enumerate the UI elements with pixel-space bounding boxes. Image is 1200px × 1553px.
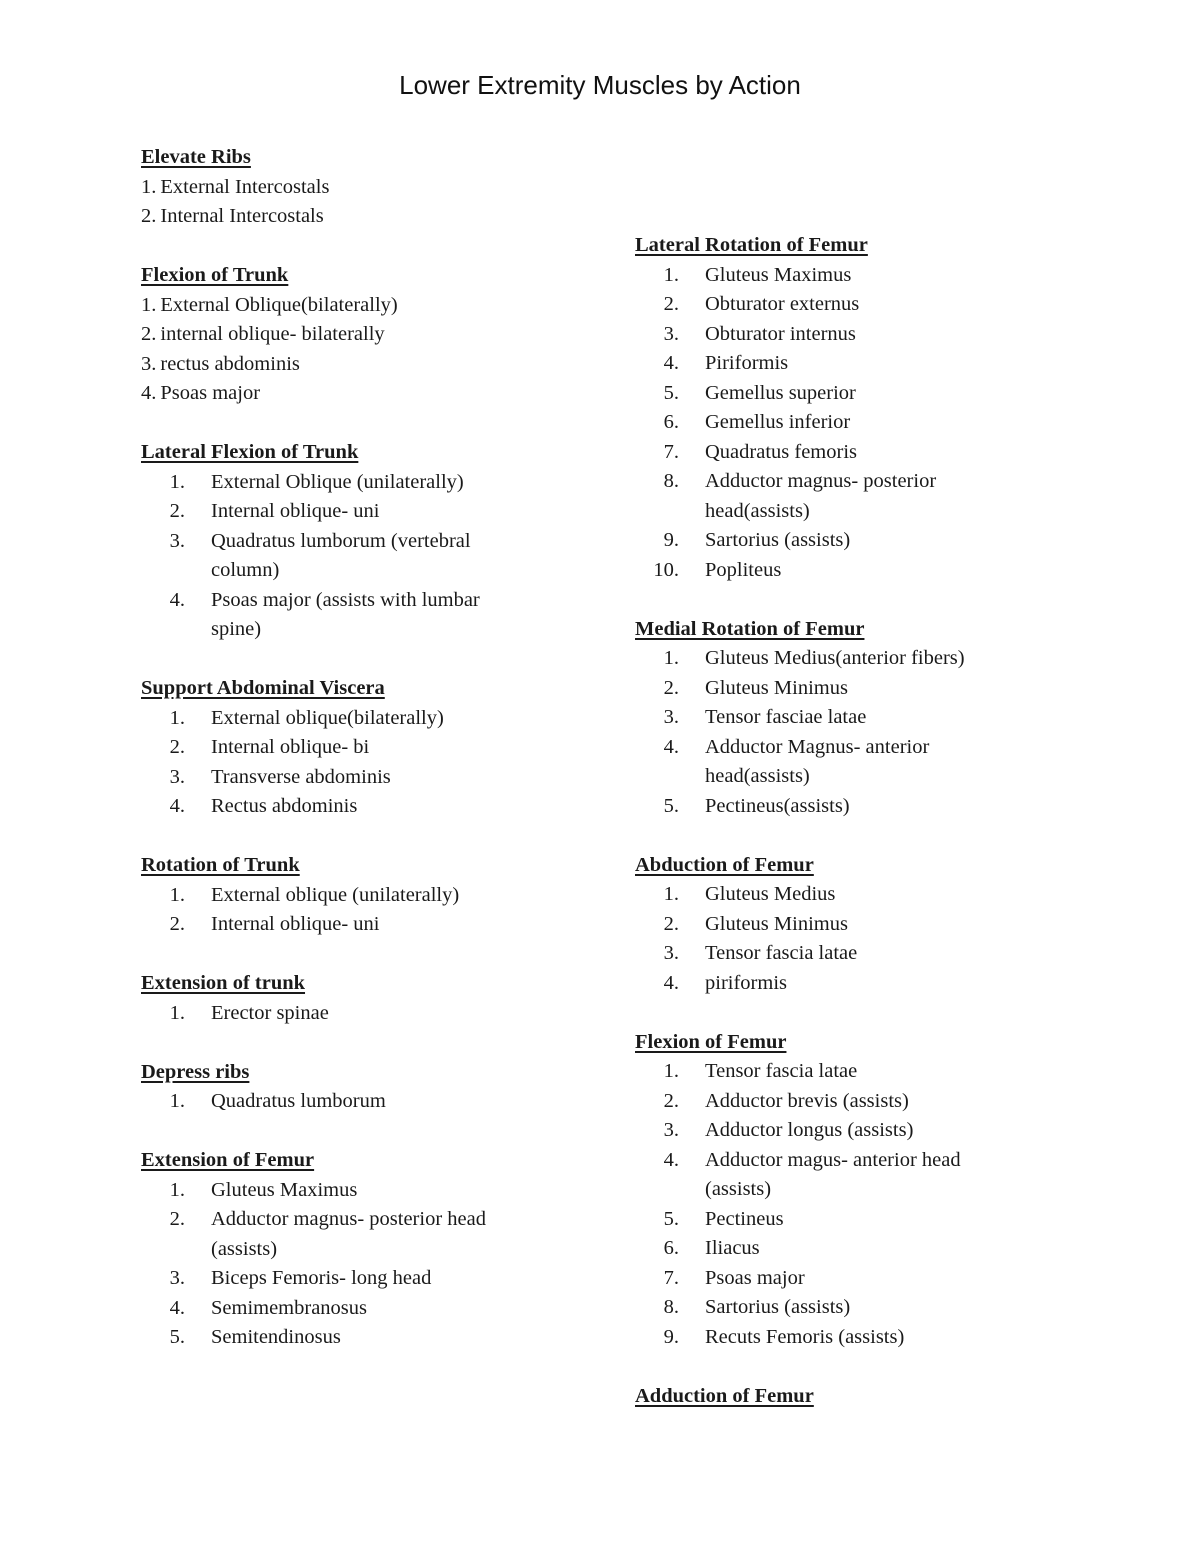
list-item-number: 3. xyxy=(663,322,679,345)
list-item-number: 4. xyxy=(663,971,679,994)
list-item-text: head(assists) xyxy=(705,499,810,522)
section-support-abdominal-viscera xyxy=(141,674,561,822)
list-item-number: 2. xyxy=(169,500,185,522)
list-item xyxy=(141,1176,561,1206)
section-extension-of-femur xyxy=(141,1146,561,1353)
list-item xyxy=(141,999,561,1029)
list-item xyxy=(635,1293,1055,1323)
list-item-number: 2. xyxy=(169,913,185,935)
list-item-text: Pectineus xyxy=(705,1207,784,1230)
list-item-number: 8. xyxy=(663,1296,679,1318)
list-item-number: 3. xyxy=(663,706,679,728)
list-item-text: rectus abdominis xyxy=(160,352,300,375)
list-item-text: Obturator externus xyxy=(705,293,860,315)
list-item xyxy=(141,527,561,586)
list-item-number: 9. xyxy=(663,1325,679,1348)
list-item-text: Internal oblique- uni xyxy=(211,500,380,522)
section-heading: Elevate Ribs xyxy=(141,146,251,168)
list-item xyxy=(635,379,1055,409)
list-item-number: 1. xyxy=(663,263,679,286)
list-item xyxy=(141,379,561,409)
section-abduction-of-femur xyxy=(635,851,1055,999)
list-item-text: Tensor fasciae latae xyxy=(705,706,867,728)
list-item-number: 10. xyxy=(653,558,679,581)
list-item xyxy=(635,1146,1055,1205)
list-item-text: Piriformis xyxy=(705,352,789,374)
section-heading: Support Abdominal Viscera xyxy=(141,677,385,699)
section-flexion-of-trunk xyxy=(141,261,561,409)
section-lateral-rotation-of-femur xyxy=(635,231,1055,585)
list-item xyxy=(635,733,1055,792)
list-item-text: Erector spinae xyxy=(211,1001,329,1024)
list-item-number: 7. xyxy=(663,1266,679,1289)
list-item-text: Gluteus Minimus xyxy=(705,912,848,935)
list-item-number: 1. xyxy=(663,883,679,905)
list-item-text: head(assists) xyxy=(705,765,810,787)
list-item-number: 1. xyxy=(663,647,679,669)
list-item-text: Adductor longus (assists) xyxy=(705,1119,914,1141)
list-item-text: (assists) xyxy=(211,1237,278,1260)
list-item xyxy=(141,763,561,793)
list-item xyxy=(141,468,561,498)
list-item xyxy=(635,703,1055,733)
list-item-number: 8. xyxy=(663,470,679,492)
list-item xyxy=(141,733,561,763)
list-item-text: Psoas major (assists with lumbar xyxy=(211,588,480,611)
section-heading: Abduction of Femur xyxy=(635,853,814,876)
section-adduction-of-femur xyxy=(635,1382,1055,1412)
list-item-number: 3. xyxy=(169,1267,185,1289)
list-item xyxy=(141,704,561,734)
list-item-number: 1. xyxy=(169,1001,185,1024)
list-item-text: External Oblique(bilaterally) xyxy=(160,293,398,316)
section-heading: Flexion of Trunk xyxy=(141,264,289,286)
list-item-text: internal oblique- bilaterally xyxy=(160,323,385,345)
list-item-number: 2. xyxy=(663,293,679,315)
list-item xyxy=(141,291,561,321)
list-item-number: 4. xyxy=(663,735,679,758)
list-item-number: 5. xyxy=(663,794,679,817)
section-flexion-of-femur xyxy=(635,1028,1055,1353)
list-item xyxy=(635,349,1055,379)
list-item-text: Gluteus Medius(anterior fibers) xyxy=(705,647,965,669)
list-item xyxy=(141,497,561,527)
list-item xyxy=(635,526,1055,556)
list-item xyxy=(635,644,1055,674)
list-item-text: piriformis xyxy=(705,971,787,994)
list-item-text: External Intercostals xyxy=(160,175,330,198)
list-item xyxy=(141,320,561,350)
list-item xyxy=(141,910,561,940)
list-item-text: Gluteus Minimus xyxy=(705,676,848,699)
list-item-text: Recuts Femoris (assists) xyxy=(705,1325,905,1348)
list-item-number: 4. xyxy=(169,588,185,611)
section-lateral-flexion-of-trunk xyxy=(141,438,561,645)
list-item-number: 9. xyxy=(663,529,679,551)
list-item-text: Semitendinosus xyxy=(211,1326,341,1348)
list-item-text: Transverse abdominis xyxy=(211,765,391,788)
list-item-text: (assists) xyxy=(705,1178,772,1200)
list-item xyxy=(635,939,1055,969)
list-item-number: 1. xyxy=(663,1060,679,1082)
list-item-number: 1. xyxy=(141,175,157,198)
list-item-text: Gluteus Maximus xyxy=(211,1178,358,1201)
section-heading: Adduction of Femur xyxy=(635,1384,814,1407)
section-heading: Rotation of Trunk xyxy=(141,854,300,876)
list-item-text: Sartorius (assists) xyxy=(705,529,851,551)
list-item-text: Iliacus xyxy=(705,1237,760,1259)
list-item-number: 4. xyxy=(169,1296,185,1319)
list-item-number: 1. xyxy=(169,883,185,906)
list-item xyxy=(141,1087,561,1117)
list-item-number: 4. xyxy=(663,1148,679,1171)
section-rotation-of-trunk xyxy=(141,851,561,940)
list-item-text: Quadratus lumborum xyxy=(211,1090,386,1112)
list-item xyxy=(635,467,1055,526)
list-item xyxy=(635,1264,1055,1294)
list-item-text: spine) xyxy=(211,618,262,640)
list-item xyxy=(635,1057,1055,1087)
list-item xyxy=(635,408,1055,438)
list-item-number: 1. xyxy=(141,293,157,316)
list-item-text: Adductor magnus- posterior head xyxy=(211,1208,486,1230)
list-item-text: Adductor brevis (assists) xyxy=(705,1089,909,1112)
list-item-text: External oblique(bilaterally) xyxy=(211,706,444,729)
list-item-number: 6. xyxy=(663,411,679,433)
page-title: Lower Extremity Muscles by Action xyxy=(399,70,801,100)
right-column xyxy=(635,231,1055,1441)
list-item-number: 4. xyxy=(169,795,185,817)
list-item xyxy=(141,173,561,203)
list-item-text: Psoas major xyxy=(160,382,261,404)
list-item-text: Quadratus lumborum (vertebral xyxy=(211,529,471,552)
section-heading: Medial Rotation of Femur xyxy=(635,617,865,640)
list-item-text: Tensor fascia latae xyxy=(705,1060,858,1082)
list-item xyxy=(635,1116,1055,1146)
list-item-number: 5. xyxy=(169,1326,185,1348)
list-item xyxy=(141,1294,561,1324)
list-item-text: Gluteus Medius xyxy=(705,883,836,905)
list-item xyxy=(635,438,1055,468)
list-item xyxy=(635,556,1055,586)
section-heading: Extension of trunk xyxy=(141,972,306,994)
list-item-number: 2. xyxy=(663,676,679,699)
list-item-number: 4. xyxy=(141,382,157,404)
section-elevate-ribs xyxy=(141,143,561,232)
list-item-text: Rectus abdominis xyxy=(211,795,358,817)
list-item-text: External Oblique (unilaterally) xyxy=(211,470,464,493)
section-depress-ribs xyxy=(141,1058,561,1117)
list-item-text: Sartorius (assists) xyxy=(705,1296,851,1318)
list-item-text: Gemellus superior xyxy=(705,381,856,404)
list-item xyxy=(635,261,1055,291)
section-heading: Flexion of Femur xyxy=(635,1030,787,1053)
list-item-number: 2. xyxy=(169,1208,185,1230)
list-item xyxy=(141,1323,561,1353)
list-item-number: 5. xyxy=(663,381,679,404)
list-item xyxy=(635,320,1055,350)
list-item xyxy=(635,1323,1055,1353)
list-item-text: Popliteus xyxy=(705,558,782,581)
section-heading: Depress ribs xyxy=(141,1060,250,1083)
list-item-text: Adductor Magnus- anterior xyxy=(705,735,930,758)
list-item xyxy=(635,969,1055,999)
list-item-text: Tensor fascia latae xyxy=(705,942,858,964)
list-item xyxy=(141,202,561,232)
list-item-text: Internal oblique- bi xyxy=(211,736,370,758)
list-item xyxy=(635,1087,1055,1117)
section-heading: Lateral Flexion of Trunk xyxy=(141,441,359,463)
list-item-number: 1. xyxy=(169,1090,185,1112)
list-item-number: 3. xyxy=(141,352,157,375)
list-item-text: Semimembranosus xyxy=(211,1296,368,1319)
list-item xyxy=(141,881,561,911)
list-item-text: Adductor magnus- posterior xyxy=(705,470,937,492)
list-item xyxy=(635,674,1055,704)
list-item-text: Gluteus Maximus xyxy=(705,263,852,286)
list-item-text: Internal Intercostals xyxy=(160,205,324,227)
list-item-text: Quadratus femoris xyxy=(705,440,857,463)
list-item-number: 3. xyxy=(663,942,679,964)
list-item-number: 4. xyxy=(663,352,679,374)
section-heading: Extension of Femur xyxy=(141,1149,315,1171)
list-item xyxy=(635,1205,1055,1235)
list-item xyxy=(141,586,561,645)
section-medial-rotation-of-femur xyxy=(635,615,1055,822)
list-item-number: 2. xyxy=(141,323,157,345)
list-item-number: 1. xyxy=(169,1178,185,1201)
list-item-number: 6. xyxy=(663,1237,679,1259)
list-item-text: Adductor magus- anterior head xyxy=(705,1148,961,1171)
list-item-text: column) xyxy=(211,559,280,581)
list-item-number: 3. xyxy=(169,529,185,552)
list-item xyxy=(141,1264,561,1294)
list-item-number: 3. xyxy=(663,1119,679,1141)
list-item xyxy=(635,880,1055,910)
list-item xyxy=(635,1234,1055,1264)
list-item-number: 2. xyxy=(141,205,157,227)
list-item-number: 2. xyxy=(663,912,679,935)
list-item-text: Obturator internus xyxy=(705,322,856,345)
section-extension-of-trunk xyxy=(141,969,561,1028)
list-item-text: Pectineus(assists) xyxy=(705,794,850,817)
list-item xyxy=(141,1205,561,1264)
list-item xyxy=(635,792,1055,822)
list-item-text: External oblique (unilaterally) xyxy=(211,883,460,906)
list-item-number: 1. xyxy=(169,470,185,493)
list-item-number: 5. xyxy=(663,1207,679,1230)
list-item-text: Gemellus inferior xyxy=(705,411,851,433)
list-item-number: 1. xyxy=(169,706,185,729)
left-column xyxy=(141,143,561,1382)
list-item-number: 2. xyxy=(169,736,185,758)
list-item xyxy=(635,290,1055,320)
list-item-number: 2. xyxy=(663,1089,679,1112)
list-item-text: Psoas major xyxy=(705,1266,805,1289)
list-item xyxy=(141,350,561,380)
section-heading: Lateral Rotation of Femur xyxy=(635,234,868,256)
list-item xyxy=(635,910,1055,940)
list-item xyxy=(141,792,561,822)
list-item-text: Internal oblique- uni xyxy=(211,913,380,935)
list-item-number: 3. xyxy=(169,765,185,788)
list-item-number: 7. xyxy=(663,440,679,463)
list-item-text: Biceps Femoris- long head xyxy=(211,1267,432,1289)
